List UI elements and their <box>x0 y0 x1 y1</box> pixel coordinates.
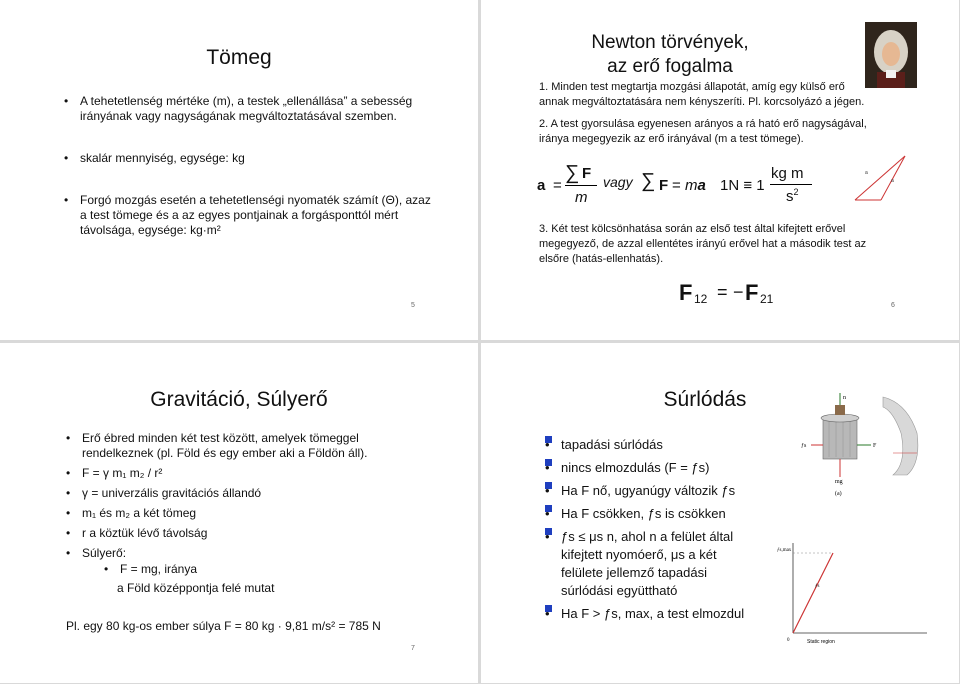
bullet-item: • A tehetetlenség mértéke (m), a testek „ellenállása” a sebesség irányának vagy nagyságának megváltoztatásával szemben. <box>64 94 434 124</box>
svg-text:a: a <box>891 178 894 184</box>
formula-unit-den: s <box>786 188 794 205</box>
bullet-item: • Forgó mozgás esetén a tehetetlenségi nyomaték számít (Θ), azaz a test tömege és a az egyes pontjainak a forgásponttól mért távolsága, egysége: kg·m² <box>64 193 434 238</box>
origin-label: 0 <box>787 638 790 643</box>
title-line: Newton törvények, <box>591 32 749 53</box>
mg-label: mg <box>835 479 843 485</box>
vector-triangle-diagram <box>851 152 911 208</box>
formula-unit: 1N ≡ 1 <box>720 177 765 194</box>
bullet-item: • Ha F nő, ugyanúgy változik ƒs <box>545 482 751 500</box>
friction-force-graph <box>777 539 937 649</box>
fsmax-label: ƒs,max <box>777 548 792 553</box>
static-region-label: Static region <box>807 639 835 645</box>
sub-bullet-item: • F = mg, iránya <box>104 562 364 577</box>
newton-2-formula: a = ∑ F m vagy ∑ F = ma 1N ≡ 1 kg m $s^2$ <box>535 160 835 210</box>
fs-graph-label: ƒs <box>815 584 820 589</box>
bullet-item: • nincs elmozdulás (F = ƒs) <box>545 459 751 477</box>
slide-gravitacio <box>0 343 478 683</box>
slide-surlodas <box>481 343 959 683</box>
law-3: 3. Két test kölcsönhatása során az első test által kifejtett erővel megegyező, de azzal ellentétes irányú erővel hat a második test az elsőre (hatás-ellenhatás). <box>539 223 867 265</box>
bullet-item: • r a köztük lévő távolság <box>66 526 396 541</box>
formula-vagy: vagy <box>603 174 633 190</box>
bullet-item: • γ = univerzális gravitációs állandó <box>66 486 396 501</box>
force-subscript-21: 21 <box>760 292 774 306</box>
law-2: 2. A test gyorsulása egyenesen arányos a rá ható erő nagyságával, iránya megegyezik az erő irányával (m a test tömege). <box>539 118 867 145</box>
slide-newton <box>481 0 959 340</box>
sub-text: a Föld középpontja felé mutat <box>117 581 275 595</box>
bullet-list <box>64 94 434 238</box>
fs-label: ƒs <box>801 443 807 449</box>
slide-title: Tömeg <box>206 46 272 69</box>
force-subscript-12: 12 <box>694 292 708 306</box>
bullet-list <box>545 436 751 623</box>
sub-bullet-list <box>104 562 364 577</box>
bullet-list <box>66 431 396 561</box>
weight-example: Pl. egy 80 kg-os ember súlya F = 80 kg · 9,81 m/s² = 785 N <box>66 619 381 633</box>
formula-unit-num: kg m <box>771 165 804 182</box>
law-1: 1. Minden test megtartja mozgási állapotát, amíg egy külső erő annak megváltoztatására nem kényszeríti. Pl. korcsolyázó a jégen. <box>539 81 865 108</box>
svg-text:a: a <box>865 170 868 176</box>
bullet-item: • Ha F > ƒs, max, a test elmozdul <box>545 605 751 623</box>
slide-title: Súrlódás <box>663 388 747 411</box>
page-number: 5 <box>411 302 415 309</box>
bullet-item: • Ha F csökken, ƒs is csökken <box>545 505 751 523</box>
slide-title: Gravitáció, Súlyerő <box>150 388 328 411</box>
a-label: (a) <box>835 491 842 497</box>
action-reaction-formula: F 12 = − F 21 <box>679 280 774 306</box>
page-number: 6 <box>891 302 895 309</box>
F-label: F <box>873 443 877 449</box>
bullet-item: • m₁ és m₂ a két tömeg <box>66 506 396 521</box>
bullet-item: • skalár mennyiség, egysége: kg <box>64 151 434 166</box>
bullet-item: • tapadási súrlódás <box>545 436 751 454</box>
trash-can-friction-figure <box>789 393 929 505</box>
slide-tomeg <box>0 0 478 340</box>
force-symbol: F <box>745 280 759 305</box>
force-symbol: F <box>679 280 693 305</box>
page-number: 7 <box>411 645 415 652</box>
bullet-item: • F = γ m₁ m₂ / r² <box>66 466 396 481</box>
bullet-item: • Erő ébred minden két test között, amelyek tömeggel rendelkeznek (pl. Föld és egy ember aki a Földön áll). <box>66 431 396 461</box>
title-line: az erő fogalma <box>607 56 733 77</box>
n-label: n <box>843 395 846 401</box>
newton-portrait <box>865 22 917 88</box>
bullet-item: • Súlyerő: <box>66 546 396 561</box>
bullet-item: • ƒs ≤ μs n, ahol n a felület által kifejtett nyomóerő, μs a két felülete jellemző tapadási súrlódási együttható <box>545 528 751 600</box>
